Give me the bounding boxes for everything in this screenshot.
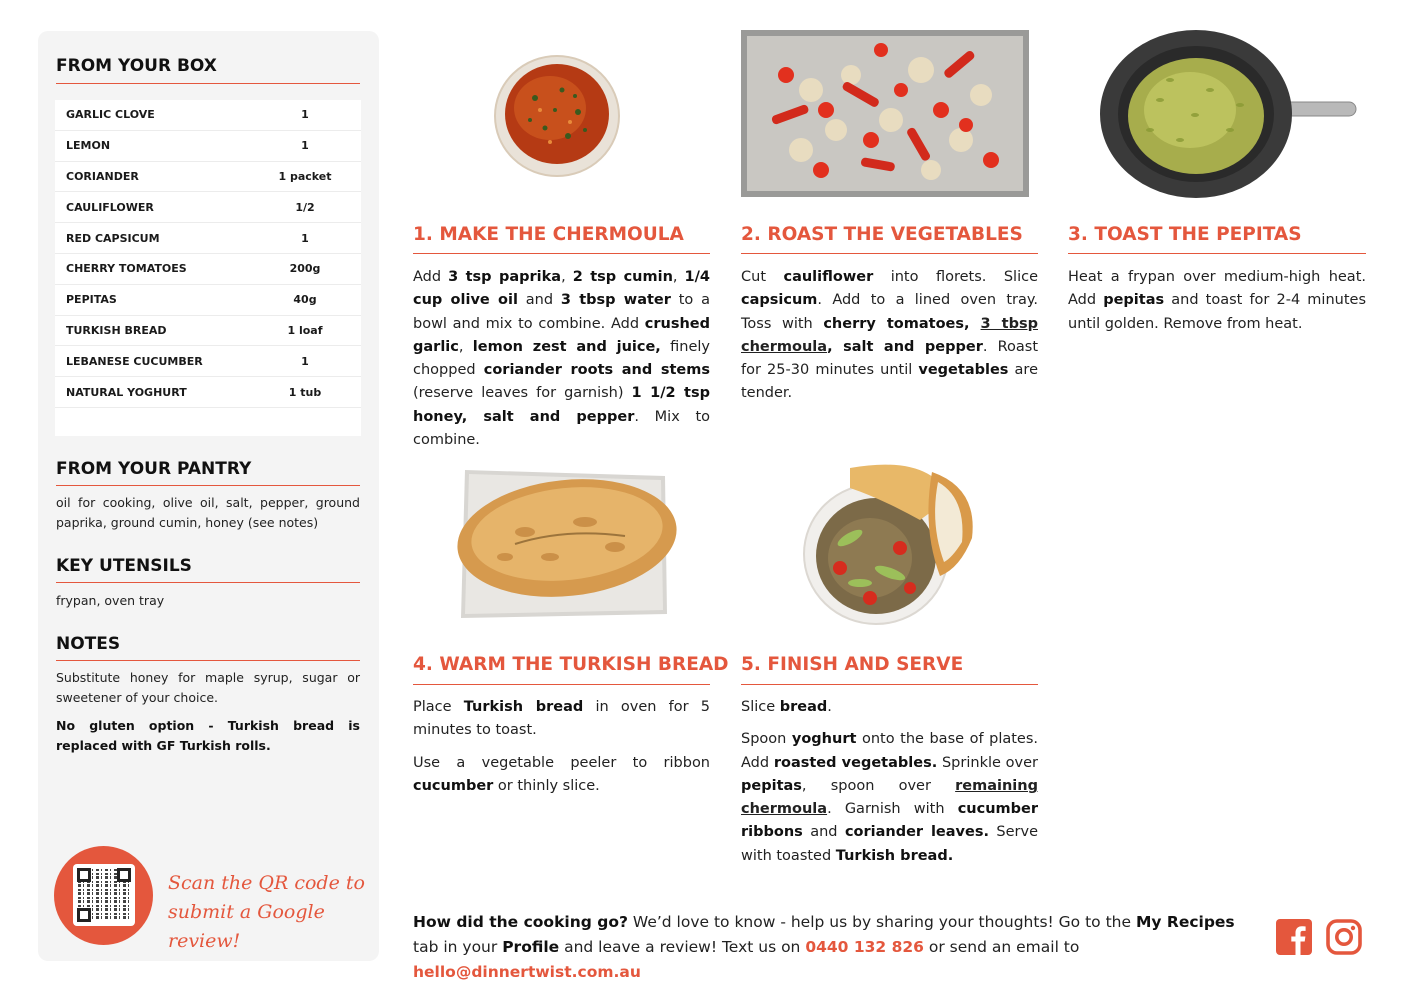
- ingredient-qty: 1/2: [295, 200, 315, 214]
- ingredient-qty: 1 loaf: [287, 323, 323, 337]
- gluten-note: No gluten option - Turkish bread is replaced with GF Turkish rolls.: [56, 718, 360, 753]
- ingredient-name: TURKISH BREAD: [66, 323, 167, 337]
- ingredient-qty: 1: [301, 231, 309, 245]
- qr-badge[interactable]: [54, 846, 153, 945]
- table-row: [55, 223, 361, 254]
- step-3-text: Heat a frypan over medium-high heat. Add pepitas and toast for 2-4 minutes until golden. Remove from heat.: [1068, 269, 1366, 332]
- table-row: [55, 316, 361, 347]
- utensils-heading: KEY UTENSILS: [56, 556, 192, 576]
- table-row: [55, 192, 361, 223]
- ingredient-qty: 1: [301, 108, 309, 122]
- ingredient-name: GARLIC CLOVE: [66, 108, 155, 122]
- ingredient-name: LEMON: [66, 139, 111, 153]
- table-row: [55, 131, 361, 162]
- step-title: 2. ROAST THE VEGETABLES: [741, 224, 1023, 245]
- divider: [56, 660, 360, 661]
- step-paragraph: Use a vegetable peeler to ribbon cucumber or thinly slice.: [413, 754, 710, 794]
- footer-review-text: How did the cooking go? We’d love to know - help us by sharing your thoughts! Go to the My Recipes tab in your Profile and leave a review! Text us on 0440 132 826 or send an email to hello@dinnertwist.com.au: [413, 913, 1235, 981]
- ingredient-qty: 1: [301, 354, 309, 368]
- notes-text: Substitute honey for maple syrup, sugar or sweetener of your choice.: [56, 670, 360, 705]
- chermoula-bowl-image: [490, 50, 625, 180]
- divider: [56, 582, 360, 583]
- ingredient-name: NATURAL YOGHURT: [66, 385, 187, 399]
- ingredient-qty: 1 packet: [278, 169, 332, 183]
- email-link[interactable]: hello@dinnertwist.com.au: [413, 963, 641, 981]
- facebook-icon[interactable]: [1276, 919, 1312, 955]
- pantry-heading: FROM YOUR PANTRY: [56, 459, 252, 479]
- qr-caption: [168, 869, 368, 956]
- utensils-text: frypan, oven tray: [56, 593, 165, 608]
- roast-vegetables-image: [741, 30, 1029, 197]
- turkish-bread-image: [455, 462, 680, 622]
- step-5-text: [741, 696, 1038, 877]
- divider: [56, 83, 360, 84]
- divider: [741, 253, 1038, 254]
- ingredient-qty: 1 tub: [288, 385, 322, 399]
- qr-finder: [77, 868, 91, 882]
- notes-heading: NOTES: [56, 634, 121, 654]
- ingredient-name: CHERRY TOMATOES: [66, 262, 187, 276]
- step-4-text: [413, 696, 710, 807]
- table-row: [55, 346, 361, 377]
- step-paragraph: Slice bread.: [741, 699, 832, 715]
- divider: [56, 485, 360, 486]
- ingredient-qty: 200g: [289, 262, 321, 276]
- qr-finder: [117, 868, 131, 882]
- ingredient-name: RED CAPSICUM: [66, 231, 160, 245]
- divider: [413, 684, 710, 685]
- divider: [741, 684, 1038, 685]
- step-1-text: Add 3 tsp paprika, 2 tsp cumin, 1/4 cup olive oil and 3 tbsp water to a bowl and mix to combine. Add crushed garlic, lemon zest and juice, finely chopped coriander roots and stems (reserve leaves for garnish) 1 1/2 tsp honey, salt and pepper. Mix to combine.: [413, 269, 711, 449]
- qr-finder: [77, 908, 91, 922]
- ingredient-name: CORIANDER: [66, 169, 139, 183]
- step-title: 3. TOAST THE PEPITAS: [1068, 224, 1302, 245]
- divider: [1068, 253, 1366, 254]
- finished-dish-image: [800, 458, 980, 626]
- box-heading: FROM YOUR BOX: [56, 56, 217, 76]
- phone-link[interactable]: 0440 132 826: [805, 938, 924, 956]
- pepitas-frypan-image: [1100, 30, 1358, 198]
- sidebar: [38, 31, 379, 961]
- step-2-text: Cut cauliflower into florets. Slice capsicum. Add to a lined oven tray. Toss with cherry tomatoes, 3 tbsp chermoula, salt and pepper. Roast for 25-30 minutes until vegetables are tender.: [741, 269, 1038, 402]
- ingredients-table: [55, 100, 361, 436]
- table-row: [55, 254, 361, 285]
- ingredient-name: LEBANESE CUCUMBER: [66, 354, 203, 368]
- table-row: [55, 100, 361, 131]
- step-paragraph: Place Turkish bread in oven for 5 minutes to toast.: [413, 699, 710, 739]
- step-title: 1. MAKE THE CHERMOULA: [413, 224, 684, 245]
- ingredient-qty: 1: [301, 139, 309, 153]
- step-title: 5. FINISH AND SERVE: [741, 654, 964, 675]
- table-row: [55, 285, 361, 316]
- qr-caption-line: Scan the QR code to: [168, 872, 365, 894]
- step-paragraph: Spoon yoghurt onto the base of plates. Add roasted vegetables. Sprinkle over pepitas, spoon over remaining chermoula. Garnish with cucumber ribbons and coriander leaves. Serve with toasted Turkish bread.: [741, 731, 1039, 864]
- ingredient-name: PEPITAS: [66, 293, 117, 307]
- pantry-text: oil for cooking, olive oil, salt, pepper, ground paprika, ground cumin, honey (see notes): [56, 495, 360, 530]
- ingredient-qty: 40g: [293, 293, 317, 307]
- step-title: 4. WARM THE TURKISH BREAD: [413, 654, 729, 675]
- qr-caption-line: submit a Google review!: [168, 901, 325, 952]
- instagram-icon[interactable]: [1326, 919, 1362, 955]
- qr-code[interactable]: [73, 864, 135, 926]
- ingredient-name: CAULIFLOWER: [66, 200, 154, 214]
- table-row: [55, 377, 361, 408]
- table-row: [55, 162, 361, 193]
- divider: [413, 253, 710, 254]
